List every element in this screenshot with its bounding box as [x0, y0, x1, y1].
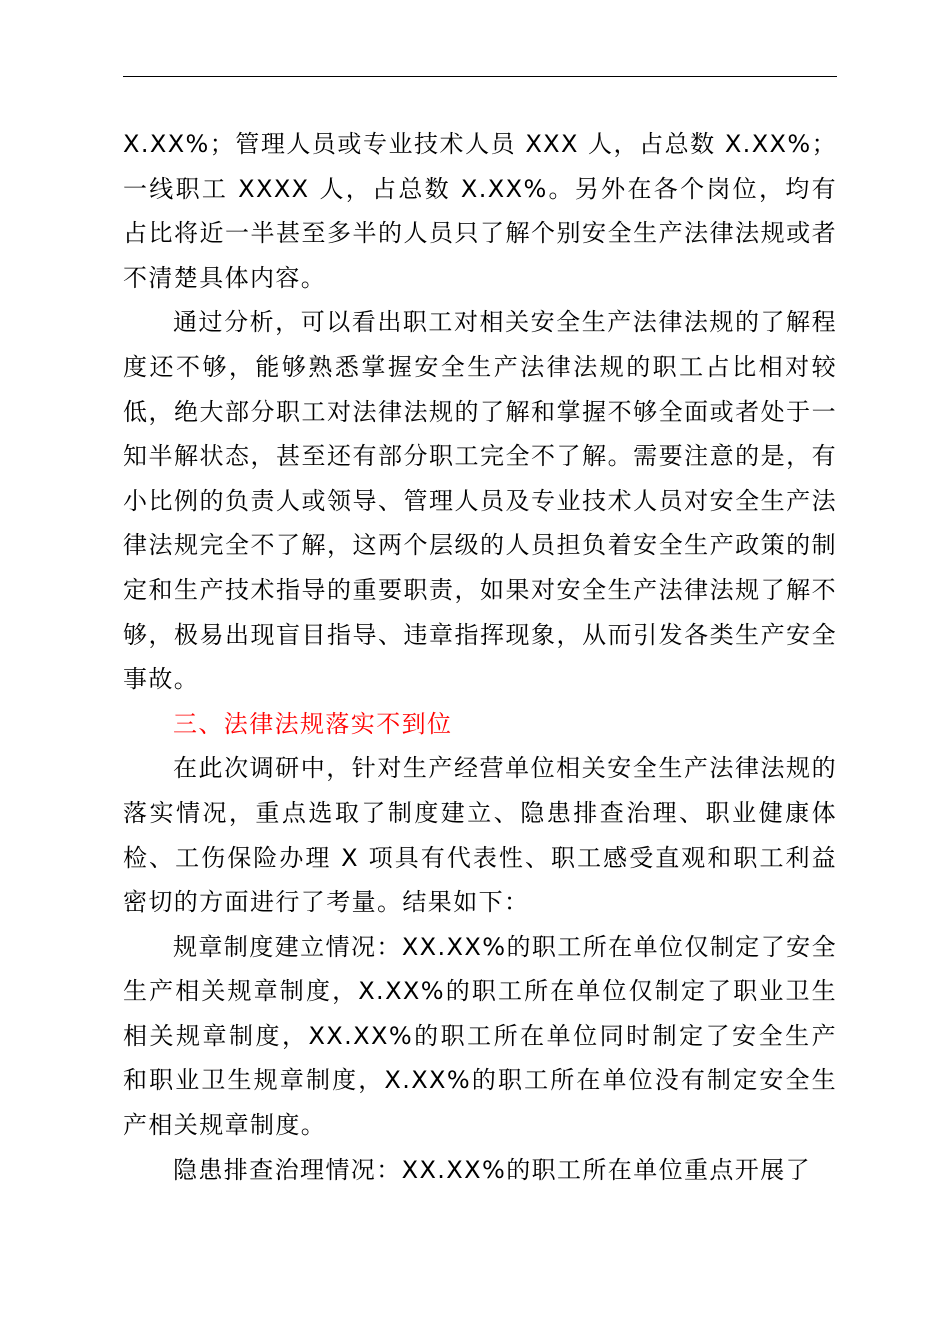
paragraph-hazard-status: 隐患排查治理情况：XX.XX%的职工所在单位重点开展了 — [173, 1155, 811, 1184]
section-heading: 三、法律法规落实不到位 — [173, 709, 453, 738]
document-body — [123, 122, 837, 1192]
paragraph-continued-statistics: X.XX%；管理人员或专业技术人员 XXX 人，占总数 X.XX%；一线职工 XXXX 人，占总数 X.XX%。另外在各个岗位，均有占比将近一半甚至多半的人员只了解个别安全生产法律法规或者不清楚具体内容。 — [123, 130, 837, 292]
paragraph-analysis: 通过分析，可以看出职工对相关安全生产法律法规的了解程度还不够，能够熟悉掌握安全生产法律法规的职工占比相对较低，绝大部分职工对法律法规的了解和掌握不够全面或者处于一知半解状态，甚至还有部分职工完全不了解。需要注意的是，有小比例的负责人或领导、管理人员及专业技术人员对安全生产法律法规完全不了解，这两个层级的人员担负着安全生产政策的制定和生产技术指导的重要职责，如果对安全生产法律法规了解不够，极易出现盲目指导、违章指挥现象，从而引发各类生产安全事故。 — [123, 308, 837, 694]
paragraph-survey-intro: 在此次调研中，针对生产经营单位相关安全生产法律法规的落实情况，重点选取了制度建立、隐患排查治理、职业健康体检、工伤保险办理 X 项具有代表性、职工感受直观和职工利益密切的方面进行了考量。结果如下： — [123, 754, 837, 917]
header-rule — [123, 76, 837, 77]
paragraph-rules-status: 规章制度建立情况：XX.XX%的职工所在单位仅制定了安全生产相关规章制度，X.XX%的职工所在单位仅制定了职业卫生相关规章制度，XX.XX%的职工所在单位同时制定了安全生产和职业卫生规章制度，X.XX%的职工所在单位没有制定安全生产相关规章制度。 — [123, 932, 837, 1140]
